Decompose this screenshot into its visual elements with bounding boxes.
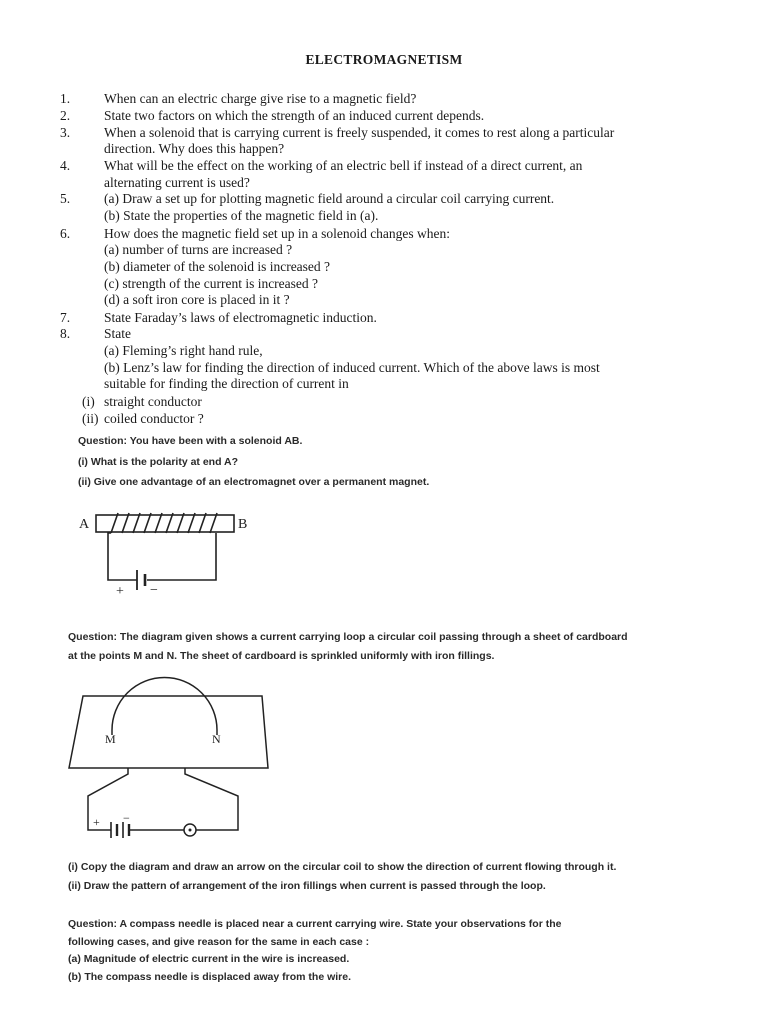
question-number: 4. (59, 158, 71, 173)
question-number: 6. (59, 226, 71, 241)
end-b-label: B (238, 517, 248, 532)
plus-terminal-label: + (116, 584, 124, 599)
question-text: alternating current is used? (104, 175, 250, 190)
point-m-label: M (105, 732, 116, 746)
question-heading: Question: A compass needle is placed near a current carrying wire. State your observations for the (68, 918, 562, 930)
question-text: (ii) Give one advantage of an electromagnet over a permanent magnet. (78, 476, 430, 488)
page-title: ELECTROMAGNETISM (305, 52, 463, 67)
question-text: When a solenoid that is carrying current is freely suspended, it comes to rest along a particular (104, 125, 615, 140)
question-text: (b) State the properties of the magnetic field in (a). (104, 208, 379, 223)
question-text: When can an electric charge give rise to a magnetic field? (104, 91, 417, 106)
question-text: (a) number of turns are increased ? (104, 242, 293, 257)
question-text: (b) Lenz’s law for finding the direction of induced current. Which of the above laws is most (104, 360, 600, 375)
question-text: (d) a soft iron core is placed in it ? (104, 292, 290, 307)
question-text: State two factors on which the strength of an induced current depends. (104, 108, 485, 123)
question-number: 5. (59, 191, 71, 206)
question-text: (b) diameter of the solenoid is increased ? (104, 259, 331, 274)
question-number: 7. (59, 310, 71, 325)
question-text: (b) The compass needle is displaced away from the wire. (68, 971, 352, 983)
question-number: 8. (59, 326, 71, 341)
question-text: at the points M and N. The sheet of cardboard is sprinkled uniformly with iron fillings. (68, 650, 495, 662)
question-heading: Question: You have been with a solenoid AB. (78, 435, 303, 447)
sub-item-text: straight conductor (104, 394, 202, 409)
question-heading: Question: The diagram given shows a current carrying loop a circular coil passing through a sheet of cardboard (68, 631, 628, 643)
point-n-label: N (212, 732, 221, 746)
question-text: (i) What is the polarity at end A? (78, 456, 239, 468)
sub-item-roman: (i) (82, 394, 95, 409)
question-text: What will be the effect on the working of an electric bell if instead of a direct current, an (104, 158, 583, 173)
end-a-label: A (79, 517, 90, 532)
minus-terminal-label: − (150, 583, 158, 598)
question-text: suitable for finding the direction of current in (104, 376, 349, 391)
question-text: direction. Why does this happen? (104, 141, 285, 156)
question-text: State Faraday’s laws of electromagnetic induction. (104, 310, 377, 325)
circular-coil (112, 678, 217, 731)
question-text: (ii) Draw the pattern of arrangement of the iron fillings when current is passed through the loop. (68, 880, 546, 892)
question-text: How does the magnetic field set up in a solenoid changes when: (104, 226, 451, 241)
question-text: (a) Fleming’s right hand rule, (104, 343, 263, 358)
question-number: 2. (59, 108, 71, 123)
question-text: (a) Draw a set up for plotting magnetic field around a circular coil carrying current. (104, 191, 555, 206)
question-number: 1. (59, 91, 71, 106)
cardboard-sheet (69, 696, 268, 768)
loop-circuit-wire (88, 768, 238, 830)
sub-item-roman: (ii) (82, 411, 99, 426)
question-text: following cases, and give reason for the same in each case : (68, 936, 370, 948)
minus-terminal-label: − (123, 811, 130, 825)
plus-terminal-label: + (93, 815, 100, 829)
question-text: State (104, 326, 131, 341)
question-text: (c) strength of the current is increased ? (104, 276, 319, 291)
question-text: (i) Copy the diagram and draw an arrow on the circular coil to show the direction of current flowing through it. (68, 861, 617, 873)
sub-item-text: coiled conductor ? (104, 411, 204, 426)
question-number: 3. (59, 125, 71, 140)
question-text: (a) Magnitude of electric current in the wire is increased. (68, 953, 350, 965)
